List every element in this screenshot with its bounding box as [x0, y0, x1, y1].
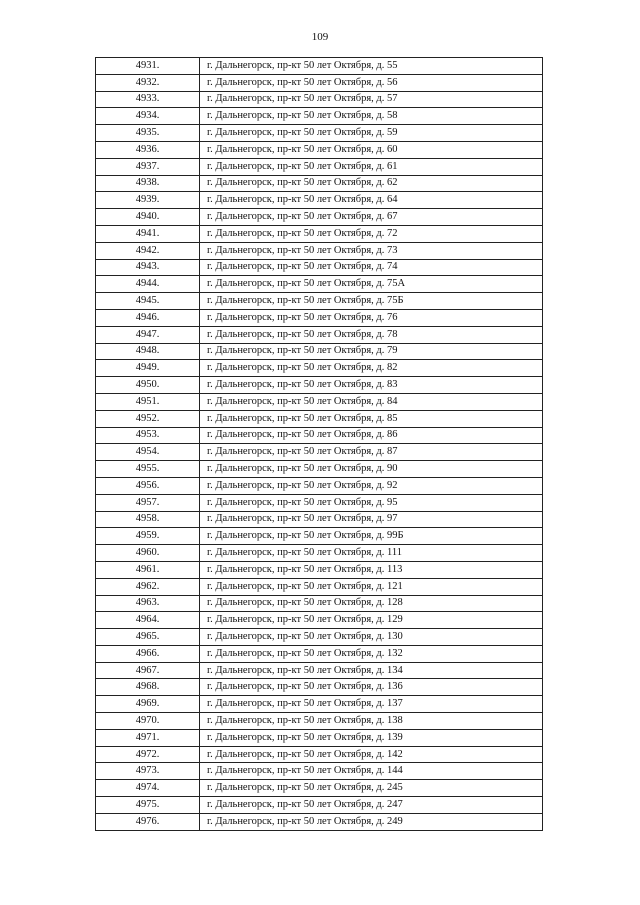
row-number-cell: 4950. [96, 377, 200, 394]
row-number-cell: 4970. [96, 713, 200, 730]
table-row [96, 595, 543, 612]
address-cell: г. Дальнегорск, пр-кт 50 лет Октября, д. 95 [200, 494, 543, 511]
row-number-cell: 4959. [96, 528, 200, 545]
row-number-cell: 4968. [96, 679, 200, 696]
row-number-cell: 4952. [96, 410, 200, 427]
row-number-cell: 4964. [96, 612, 200, 629]
table-row [96, 561, 543, 578]
row-number-cell: 4948. [96, 343, 200, 360]
row-number-cell: 4955. [96, 461, 200, 478]
table-row [96, 477, 543, 494]
row-number-cell: 4939. [96, 192, 200, 209]
address-cell: г. Дальнегорск, пр-кт 50 лет Октября, д. 76 [200, 309, 543, 326]
table-row [96, 326, 543, 343]
row-number-cell: 4947. [96, 326, 200, 343]
address-cell: г. Дальнегорск, пр-кт 50 лет Октября, д. 82 [200, 360, 543, 377]
table-row [96, 410, 543, 427]
address-cell: г. Дальнегорск, пр-кт 50 лет Октября, д. 130 [200, 629, 543, 646]
address-cell: г. Дальнегорск, пр-кт 50 лет Октября, д. 64 [200, 192, 543, 209]
row-number-cell: 4932. [96, 74, 200, 91]
row-number-cell: 4967. [96, 662, 200, 679]
address-cell: г. Дальнегорск, пр-кт 50 лет Октября, д. 58 [200, 108, 543, 125]
address-cell: г. Дальнегорск, пр-кт 50 лет Октября, д. 60 [200, 141, 543, 158]
address-cell: г. Дальнегорск, пр-кт 50 лет Октября, д. 134 [200, 662, 543, 679]
address-cell: г. Дальнегорск, пр-кт 50 лет Октября, д. 138 [200, 713, 543, 730]
row-number-cell: 4937. [96, 158, 200, 175]
row-number-cell: 4940. [96, 209, 200, 226]
address-cell: г. Дальнегорск, пр-кт 50 лет Октября, д. 86 [200, 427, 543, 444]
address-cell: г. Дальнегорск, пр-кт 50 лет Октября, д. 78 [200, 326, 543, 343]
address-cell: г. Дальнегорск, пр-кт 50 лет Октября, д. 249 [200, 813, 543, 830]
table-row [96, 713, 543, 730]
table-row [96, 629, 543, 646]
address-cell: г. Дальнегорск, пр-кт 50 лет Октября, д. 97 [200, 511, 543, 528]
address-cell: г. Дальнегорск, пр-кт 50 лет Октября, д. 56 [200, 74, 543, 91]
row-number-cell: 4934. [96, 108, 200, 125]
address-cell: г. Дальнегорск, пр-кт 50 лет Октября, д. 59 [200, 125, 543, 142]
row-number-cell: 4957. [96, 494, 200, 511]
row-number-cell: 4961. [96, 561, 200, 578]
row-number-cell: 4944. [96, 276, 200, 293]
address-cell: г. Дальнегорск, пр-кт 50 лет Октября, д. 75Б [200, 293, 543, 310]
row-number-cell: 4951. [96, 393, 200, 410]
address-cell: г. Дальнегорск, пр-кт 50 лет Октября, д. 72 [200, 225, 543, 242]
table-row [96, 729, 543, 746]
table-row [96, 612, 543, 629]
row-number-cell: 4935. [96, 125, 200, 142]
row-number-cell: 4969. [96, 696, 200, 713]
address-cell: г. Дальнегорск, пр-кт 50 лет Октября, д. 75А [200, 276, 543, 293]
row-number-cell: 4943. [96, 259, 200, 276]
address-cell: г. Дальнегорск, пр-кт 50 лет Октября, д. 144 [200, 763, 543, 780]
table-row [96, 511, 543, 528]
address-table [95, 57, 543, 831]
row-number-cell: 4936. [96, 141, 200, 158]
address-cell: г. Дальнегорск, пр-кт 50 лет Октября, д. 136 [200, 679, 543, 696]
table-row [96, 225, 543, 242]
row-number-cell: 4965. [96, 629, 200, 646]
address-cell: г. Дальнегорск, пр-кт 50 лет Октября, д. 74 [200, 259, 543, 276]
table-row [96, 494, 543, 511]
table-row [96, 58, 543, 75]
row-number-cell: 4972. [96, 746, 200, 763]
table-row [96, 813, 543, 830]
row-number-cell: 4966. [96, 645, 200, 662]
address-cell: г. Дальнегорск, пр-кт 50 лет Октября, д. 79 [200, 343, 543, 360]
row-number-cell: 4971. [96, 729, 200, 746]
address-cell: г. Дальнегорск, пр-кт 50 лет Октября, д. 57 [200, 91, 543, 108]
table-row [96, 141, 543, 158]
row-number-cell: 4956. [96, 477, 200, 494]
row-number-cell: 4973. [96, 763, 200, 780]
row-number-cell: 4975. [96, 797, 200, 814]
address-cell: г. Дальнегорск, пр-кт 50 лет Октября, д. 129 [200, 612, 543, 629]
table-row [96, 763, 543, 780]
address-cell: г. Дальнегорск, пр-кт 50 лет Октября, д. 111 [200, 545, 543, 562]
address-cell: г. Дальнегорск, пр-кт 50 лет Октября, д. 113 [200, 561, 543, 578]
address-cell: г. Дальнегорск, пр-кт 50 лет Октября, д. 137 [200, 696, 543, 713]
table-row [96, 393, 543, 410]
address-cell: г. Дальнегорск, пр-кт 50 лет Октября, д. 61 [200, 158, 543, 175]
address-cell: г. Дальнегорск, пр-кт 50 лет Октября, д. 90 [200, 461, 543, 478]
row-number-cell: 4962. [96, 578, 200, 595]
address-cell: г. Дальнегорск, пр-кт 50 лет Октября, д. 245 [200, 780, 543, 797]
row-number-cell: 4946. [96, 309, 200, 326]
row-number-cell: 4942. [96, 242, 200, 259]
table-row [96, 696, 543, 713]
table-row [96, 259, 543, 276]
table-row [96, 377, 543, 394]
address-cell: г. Дальнегорск, пр-кт 50 лет Октября, д. 67 [200, 209, 543, 226]
address-cell: г. Дальнегорск, пр-кт 50 лет Октября, д. 247 [200, 797, 543, 814]
table-row [96, 645, 543, 662]
table-row [96, 545, 543, 562]
address-cell: г. Дальнегорск, пр-кт 50 лет Октября, д. 139 [200, 729, 543, 746]
row-number-cell: 4945. [96, 293, 200, 310]
table-row [96, 662, 543, 679]
address-cell: г. Дальнегорск, пр-кт 50 лет Октября, д. 128 [200, 595, 543, 612]
table-row [96, 309, 543, 326]
address-cell: г. Дальнегорск, пр-кт 50 лет Октября, д. 73 [200, 242, 543, 259]
table-row [96, 158, 543, 175]
table-row [96, 797, 543, 814]
row-number-cell: 4931. [96, 58, 200, 75]
table-row [96, 427, 543, 444]
table-row [96, 125, 543, 142]
table-row [96, 91, 543, 108]
row-number-cell: 4960. [96, 545, 200, 562]
address-cell: г. Дальнегорск, пр-кт 50 лет Октября, д. 62 [200, 175, 543, 192]
address-cell: г. Дальнегорск, пр-кт 50 лет Октября, д. 142 [200, 746, 543, 763]
address-cell: г. Дальнегорск, пр-кт 50 лет Октября, д. 121 [200, 578, 543, 595]
table-row [96, 74, 543, 91]
table-row [96, 578, 543, 595]
address-cell: г. Дальнегорск, пр-кт 50 лет Октября, д. 132 [200, 645, 543, 662]
table-row [96, 108, 543, 125]
table-row [96, 444, 543, 461]
table-row [96, 746, 543, 763]
table-row [96, 192, 543, 209]
row-number-cell: 4954. [96, 444, 200, 461]
row-number-cell: 4949. [96, 360, 200, 377]
table-row [96, 175, 543, 192]
page-number: 109 [311, 31, 329, 43]
row-number-cell: 4963. [96, 595, 200, 612]
table-row [96, 360, 543, 377]
table-row [96, 780, 543, 797]
table-row [96, 461, 543, 478]
row-number-cell: 4933. [96, 91, 200, 108]
row-number-cell: 4976. [96, 813, 200, 830]
address-cell: г. Дальнегорск, пр-кт 50 лет Октября, д. 55 [200, 58, 543, 75]
row-number-cell: 4938. [96, 175, 200, 192]
address-cell: г. Дальнегорск, пр-кт 50 лет Октября, д. 99Б [200, 528, 543, 545]
address-table-body [96, 58, 543, 831]
table-row [96, 679, 543, 696]
address-cell: г. Дальнегорск, пр-кт 50 лет Октября, д. 84 [200, 393, 543, 410]
table-row [96, 343, 543, 360]
table-row [96, 209, 543, 226]
table-row [96, 528, 543, 545]
row-number-cell: 4974. [96, 780, 200, 797]
address-cell: г. Дальнегорск, пр-кт 50 лет Октября, д. 92 [200, 477, 543, 494]
address-cell: г. Дальнегорск, пр-кт 50 лет Октября, д. 87 [200, 444, 543, 461]
row-number-cell: 4958. [96, 511, 200, 528]
table-row [96, 293, 543, 310]
address-cell: г. Дальнегорск, пр-кт 50 лет Октября, д. 83 [200, 377, 543, 394]
row-number-cell: 4941. [96, 225, 200, 242]
table-row [96, 242, 543, 259]
row-number-cell: 4953. [96, 427, 200, 444]
address-cell: г. Дальнегорск, пр-кт 50 лет Октября, д. 85 [200, 410, 543, 427]
table-row [96, 276, 543, 293]
